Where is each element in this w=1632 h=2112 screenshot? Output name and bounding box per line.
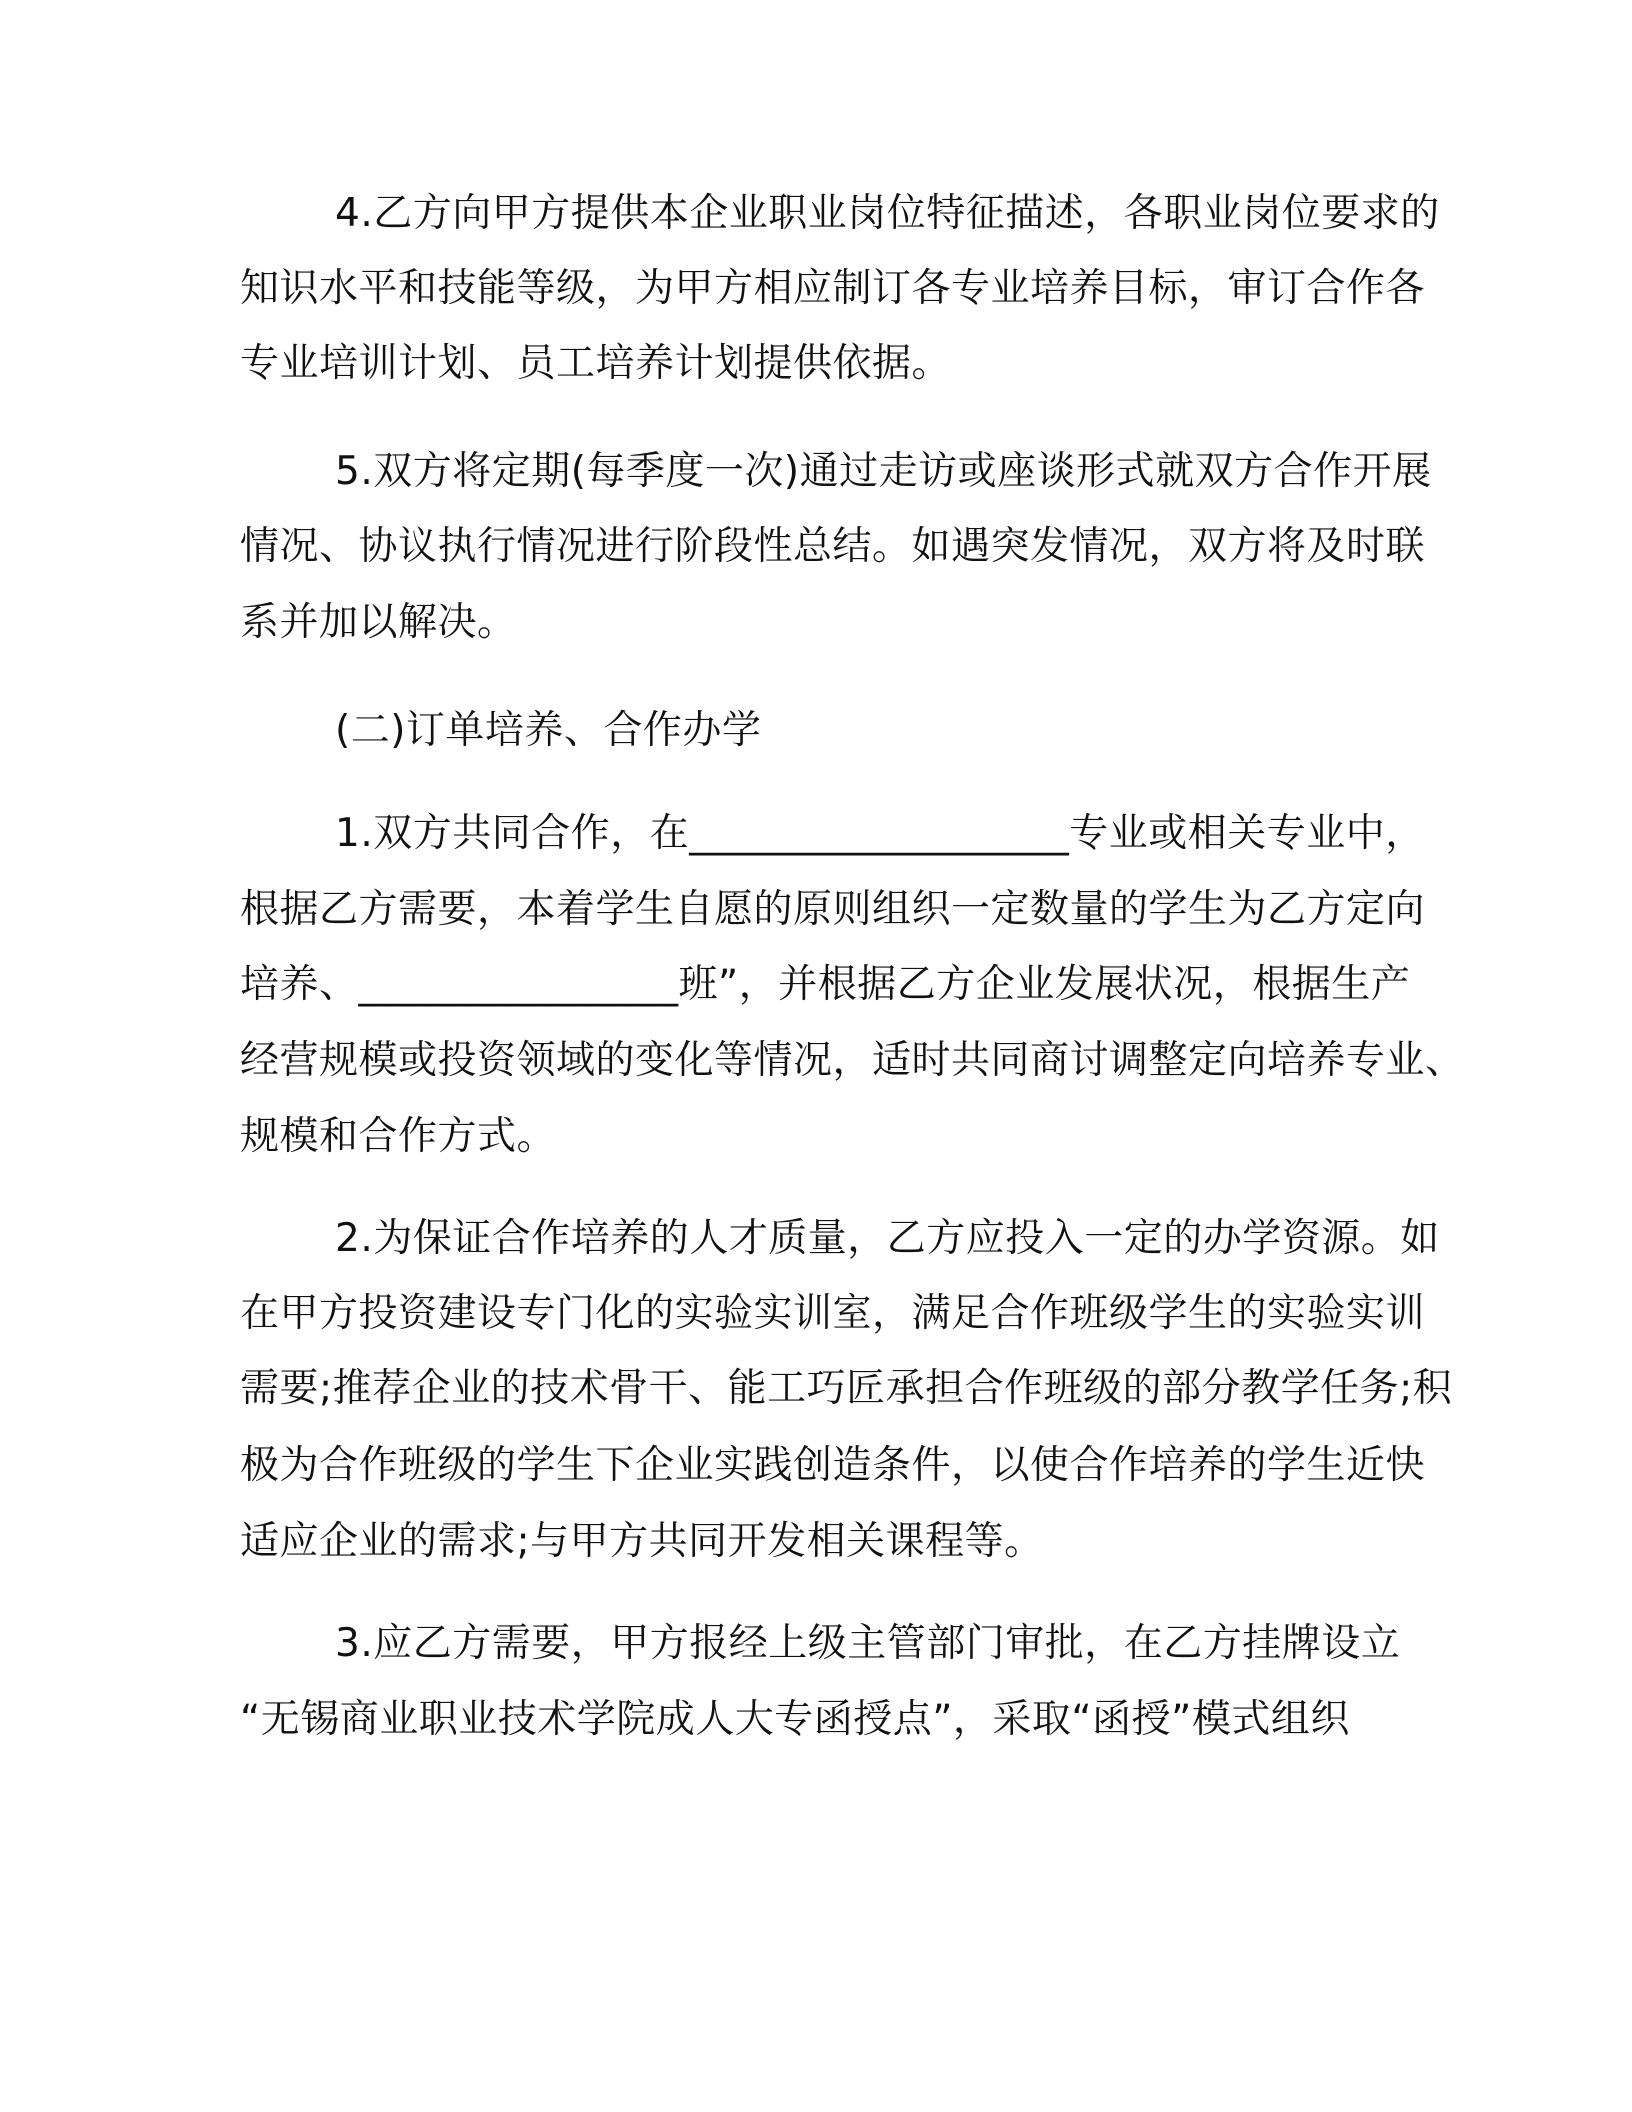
paragraph-1-line-3: 培养、________________班”，并根据乙方企业发展状况，根据生产: [240, 962, 1411, 1007]
paragraph-4-line-1: 4.乙方向甲方提供本企业职业岗位特征描述，各职业岗位要求的: [335, 191, 1440, 236]
paragraph-4-line-2: 知识水平和技能等级，为甲方相应制订各专业培养目标，审订合作各: [240, 266, 1426, 311]
document-body: [240, 0, 1465, 2112]
paragraph-1-line-5: 规模和合作方式。: [240, 1114, 557, 1159]
paragraph-3-line-1: 3.应乙方需要，甲方报经上级主管部门审批，在乙方挂牌设立: [335, 1621, 1401, 1666]
paragraph-1-line-4: 经营规模或投资领域的变化等情况，适时共同商讨调整定向培养专业、: [240, 1038, 1465, 1083]
paragraph-5-line-3: 系并加以解决。: [240, 600, 517, 645]
paragraph-1-line-2: 根据乙方需要，本着学生自愿的原则组织一定数量的学生为乙方定向: [240, 887, 1426, 932]
paragraph-2-line-1: 2.为保证合作培养的人才质量，乙方应投入一定的办学资源。如: [335, 1216, 1440, 1261]
paragraph-3-line-2: “无锡商业职业技术学院成人大专函授点”，采取“函授”模式组织: [240, 1697, 1350, 1742]
paragraph-5-line-2: 情况、协议执行情况进行阶段性总结。如遇突发情况，双方将及时联: [240, 524, 1426, 569]
paragraph-1-line-1: 1.双方共同合作，在___________________专业或相关专业中，: [335, 811, 1425, 856]
paragraph-4-line-3: 专业培训计划、员工培养计划提供依据。: [240, 341, 952, 386]
paragraph-2-line-5: 适应企业的需求;与甲方共同开发相关课程等。: [240, 1519, 1044, 1564]
paragraph-2-line-2: 在甲方投资建设专门化的实验实训室，满足合作班级学生的实验实训: [240, 1291, 1426, 1336]
section-heading: (二)订单培养、合作办学: [335, 708, 762, 753]
paragraph-5-line-1: 5.双方将定期(每季度一次)通过走访或座谈形式就双方合作开展: [335, 449, 1432, 494]
paragraph-2-line-3: 需要;推荐企业的技术骨干、能工巧匠承担合作班级的部分教学任务;积: [240, 1366, 1453, 1411]
paragraph-2-line-4: 极为合作班级的学生下企业实践创造条件，以使合作培养的学生近快: [240, 1443, 1426, 1488]
